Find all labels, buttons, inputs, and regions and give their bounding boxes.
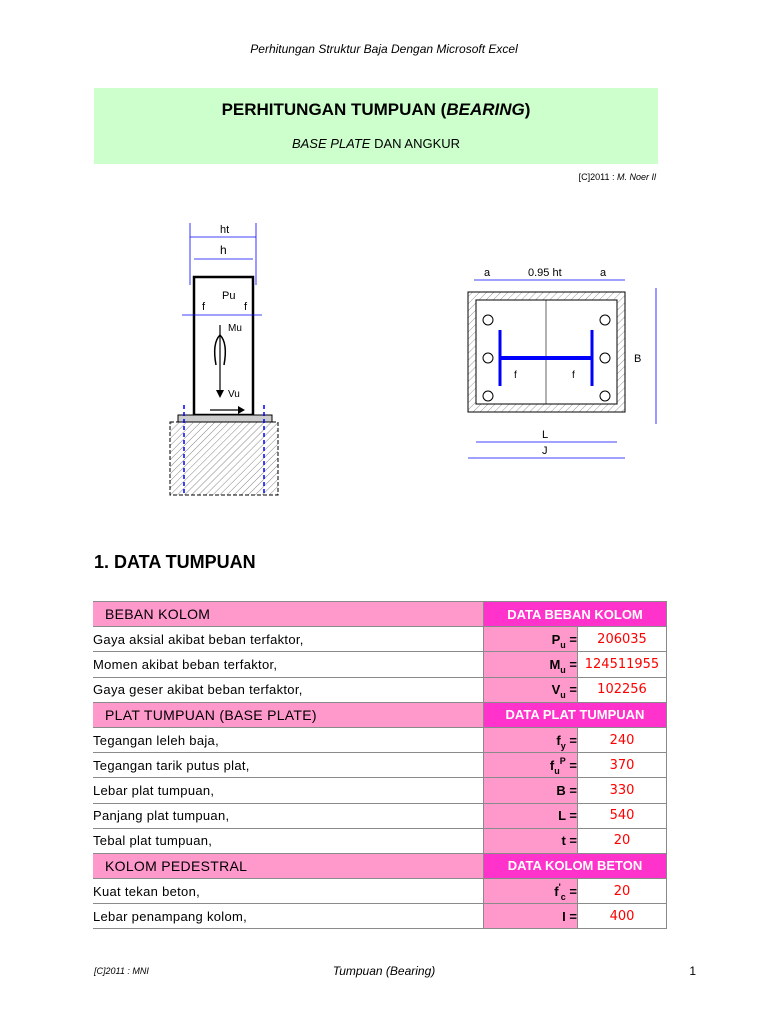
data-table xyxy=(93,601,667,929)
dim-095ht: 0.95 ht xyxy=(528,267,562,279)
dim-b: B xyxy=(634,353,642,365)
value-cell[interactable]: 540 xyxy=(578,803,667,828)
base-plate-plan-diagram xyxy=(460,262,660,466)
table-row: Kuat tekan beton, $f'_c$ = 20 xyxy=(93,879,667,904)
value-cell[interactable]: 400 xyxy=(578,904,667,929)
page-number: 1 xyxy=(689,964,696,978)
footer-copyright: [C]2011 : MNI xyxy=(94,966,149,976)
table-row: Momen akibat beban terfaktor, $M_u$ = 124511955 xyxy=(93,652,667,677)
footer-sheet-name: Tumpuan (Bearing) xyxy=(332,964,436,978)
table-row: Gaya geser akibat beban terfaktor, $V_u$ = 102256 xyxy=(93,677,667,702)
svg-text:f: f xyxy=(202,301,206,313)
dim-l: L xyxy=(542,429,549,441)
page-title: PERHITUNGAN TUMPUAN (BEARING) xyxy=(221,100,531,119)
document-header: Perhitungan Struktur Baja Dengan Microsoft Excel xyxy=(250,42,518,56)
group-header-kolom: KOLOM PEDESTRAL DATA KOLOM BETON xyxy=(93,853,667,878)
label-vu: Vu xyxy=(228,389,240,400)
table-row: Lebar penampang kolom, I = 400 xyxy=(93,904,667,929)
value-cell[interactable]: 370 xyxy=(578,753,667,778)
svg-text:f: f xyxy=(514,370,517,381)
svg-text:a: a xyxy=(600,267,607,279)
table-row: Lebar plat tumpuan, B = 330 xyxy=(93,778,667,803)
column-elevation-diagram xyxy=(160,215,290,497)
svg-text:f: f xyxy=(572,370,575,381)
dim-j: J xyxy=(542,445,548,457)
table-row: Gaya aksial akibat beban terfaktor, $P_u$ = 206035 xyxy=(93,627,667,652)
value-cell[interactable]: 124511955 xyxy=(578,652,667,677)
label-pu: Pu xyxy=(222,290,236,302)
group-header-beban: BEBAN KOLOM DATA BEBAN KOLOM xyxy=(93,602,667,627)
value-cell[interactable]: 20 xyxy=(578,828,667,853)
value-cell[interactable]: 206035 xyxy=(578,627,667,652)
value-cell[interactable]: 330 xyxy=(578,778,667,803)
table-row: Tegangan tarik putus plat, $f_u^P$ = 370 xyxy=(93,753,667,778)
value-cell[interactable]: 20 xyxy=(578,879,667,904)
svg-text:f: f xyxy=(244,301,248,313)
value-cell[interactable]: 102256 xyxy=(578,677,667,702)
copyright-note: [C]2011 : M. Noer Il xyxy=(578,172,656,182)
table-row: Panjang plat tumpuan, L = 540 xyxy=(93,803,667,828)
label-mu: Mu xyxy=(228,323,242,334)
svg-text:a: a xyxy=(484,267,491,279)
dim-ht: ht xyxy=(220,224,230,236)
table-row: Tebal plat tumpuan, t = 20 xyxy=(93,828,667,853)
table-row: Tegangan leleh baja, $f_y$ = 240 xyxy=(93,727,667,752)
dim-h: h xyxy=(220,243,227,257)
page-subtitle: BASE PLATE DAN ANGKUR xyxy=(291,136,461,151)
section-heading: 1. DATA TUMPUAN xyxy=(94,552,256,572)
group-header-plat: PLAT TUMPUAN (BASE PLATE) DATA PLAT TUMPUAN xyxy=(93,702,667,727)
value-cell[interactable]: 240 xyxy=(578,727,667,752)
